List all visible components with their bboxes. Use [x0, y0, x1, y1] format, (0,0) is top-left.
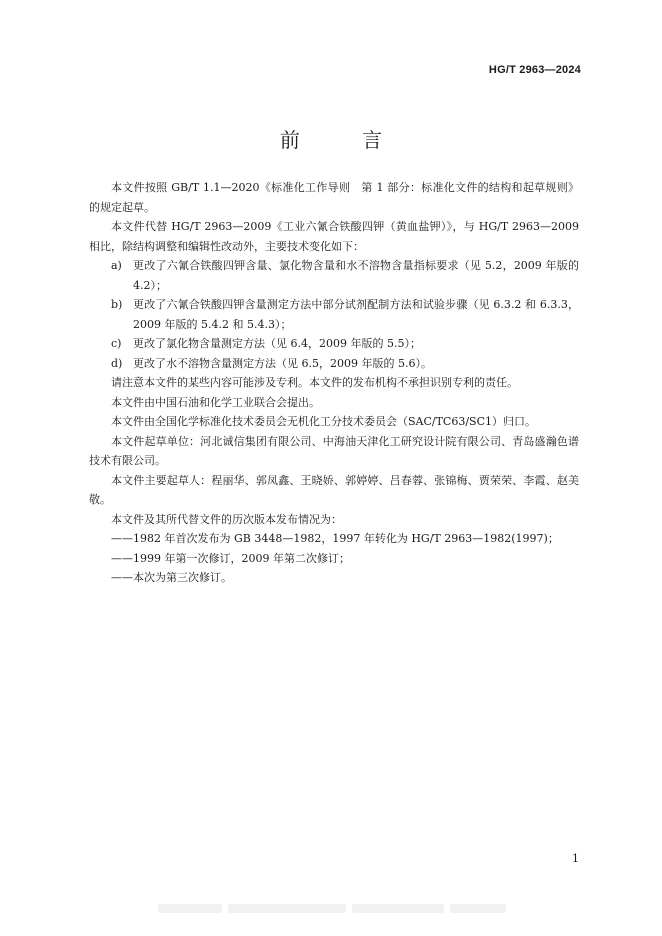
- watermark-segment: [450, 904, 506, 913]
- list-item-mark: d): [111, 356, 123, 370]
- paragraph-version-history-intro: 本文件及其所代替文件的历次版本发布情况为：: [111, 512, 342, 526]
- document-body: [89, 178, 579, 588]
- history-line: ——本次为第三次修订。: [111, 571, 232, 584]
- list-item: [89, 295, 579, 334]
- paragraph-drafting-units: 本文件起草单位：河北诚信集团有限公司、中海油天津化工研究设计院有限公司、青岛盛瀚色谱技术有限公司。: [89, 434, 579, 467]
- list-item-mark: a): [111, 259, 122, 272]
- list-item: [89, 256, 579, 295]
- list-item-mark: c): [111, 337, 122, 350]
- page-title: 前 言: [279, 128, 411, 152]
- list-item-text: 更改了六氰合铁酸四钾含量测定方法中部分试剂配制方法和试验步骤（见 6.3.2 和 6.3.3，2009 年版的 5.4.2 和 5.4.3）；: [133, 298, 579, 331]
- list-item: [89, 334, 579, 354]
- watermark-segment: [352, 904, 444, 913]
- page-number: 1: [572, 852, 579, 865]
- watermark-segment: [158, 904, 222, 913]
- changes-list: [89, 256, 579, 373]
- watermark: [158, 901, 508, 915]
- paragraph-proposer: 本文件由中国石油和化学工业联合会提出。: [111, 395, 320, 409]
- paragraph-drafters: 本文件主要起草人：程丽华、郭凤鑫、王晓娇、郭婷婷、吕春蓉、张锦梅、贾荣荣、李霞、赵美敬。: [89, 473, 579, 506]
- list-item: [89, 354, 579, 374]
- list-item-text: 更改了六氰合铁酸四钾含量、氯化物含量和水不溶物含量指标要求（见 5.2，2009 年版的 4.2）；: [133, 259, 579, 292]
- list-item-text: 更改了水不溶物含量测定方法（见 6.5，2009 年版的 5.6）。: [133, 356, 432, 370]
- paragraph-replacement: 本文件代替 HG/T 2963—2009《工业六氰合铁酸四钾（黄血盐钾）》，与 HG/T 2963—2009 相比，除结构调整和编辑性改动外，主要技术变化如下：: [89, 220, 579, 253]
- paragraph-patent-notice: 请注意本文件的某些内容可能涉及专利。本文件的发布机构不承担识别专利的责任。: [111, 376, 518, 389]
- list-item-mark: b): [111, 298, 123, 311]
- paragraph-drafting-rules: 本文件按照 GB/T 1.1—2020《标准化工作导则 第 1 部分：标准化文件的结构和起草规则》的规定起草。: [89, 181, 579, 214]
- standard-code: HG/T 2963—2024: [488, 64, 581, 76]
- paragraph-committee: 本文件由全国化学标准化技术委员会无机化工分技术委员会（SAC/TC63/SC1）归口。: [111, 415, 537, 428]
- list-item-text: 更改了氯化物含量测定方法（见 6.4，2009 年版的 5.5）；: [133, 337, 421, 350]
- history-line: ——1982 年首次发布为 GB 3448—1982，1997 年转化为 HG/T 2963—1982(1997)；: [111, 532, 559, 545]
- watermark-segment: [228, 904, 346, 913]
- history-line: ——1999 年第一次修订，2009 年第二次修订；: [111, 551, 350, 565]
